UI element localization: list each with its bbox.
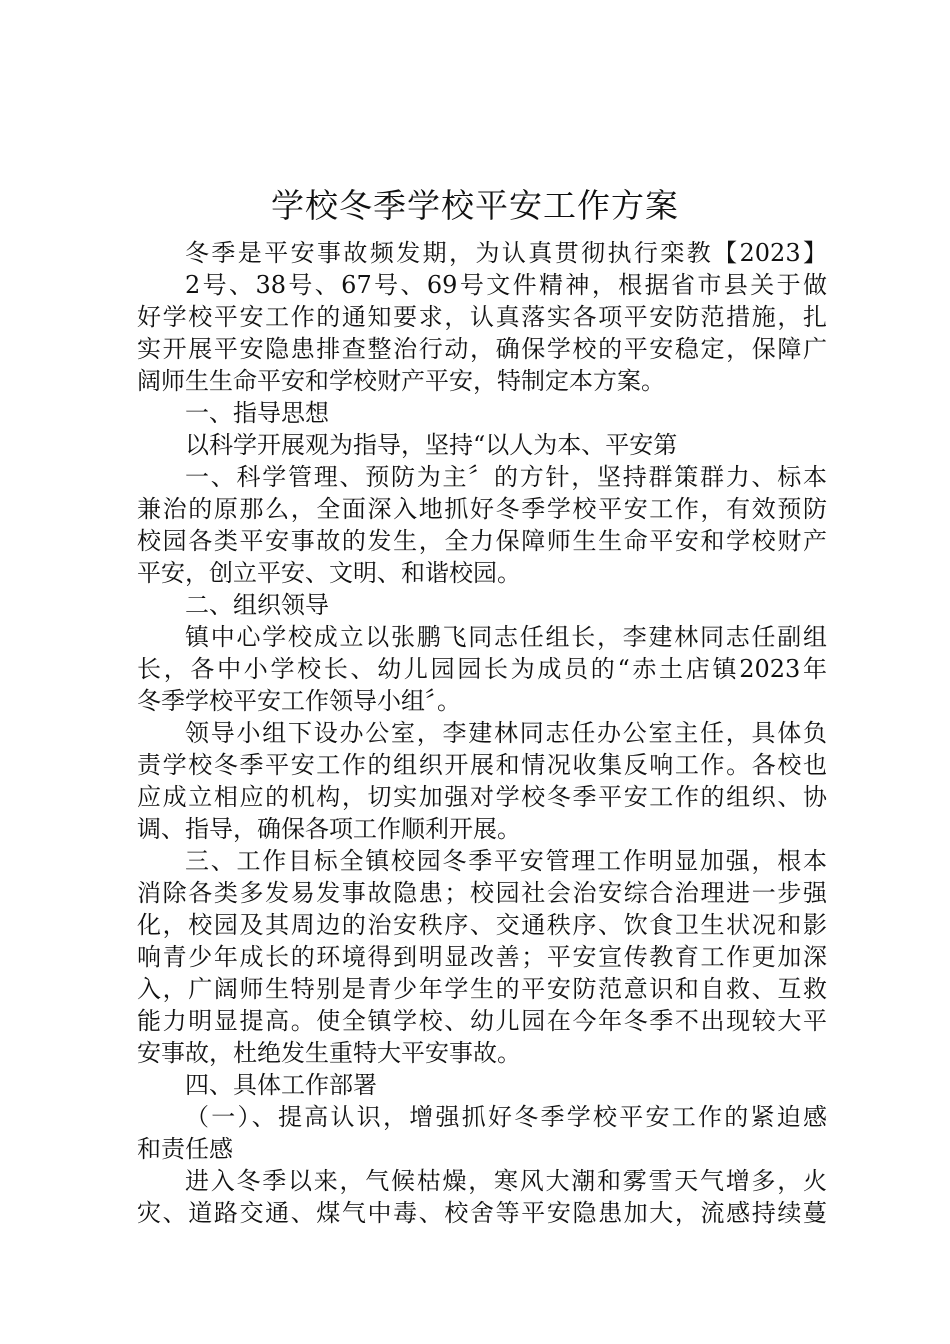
text-line: 调、指导，确保各项工作顺利开展。 bbox=[137, 815, 521, 843]
text-line: 阔师生生命平安和学校财产平安，特制定本方案。 bbox=[137, 367, 665, 395]
text-line: 响青少年成长的环境得到明显改善；平安宣传教育工作更加深 bbox=[137, 943, 827, 971]
text-line: 一、科学管理、预防为主〞的方针，坚持群策群力、标本 bbox=[185, 463, 827, 491]
text-line: 以科学开展观为指导，坚持“以人为本、平安第 bbox=[185, 431, 678, 459]
document-title: 学校冬季学校平安工作方案 bbox=[271, 186, 679, 225]
section-heading: 四、具体工作部署 bbox=[185, 1071, 377, 1099]
subsection-heading: 和责任感 bbox=[137, 1135, 233, 1163]
text-line: 冬季是平安事故频发期，为认真贯彻执行栾教【2023】 bbox=[185, 239, 827, 267]
text-line: 冬季学校平安工作领导小组〞。 bbox=[137, 687, 461, 715]
text-line: 兼治的原那么，全面深入地抓好冬季学校平安工作，有效预防 bbox=[137, 495, 827, 523]
text-line: 长，各中小学校长、幼儿园园长为成员的“赤土店镇2023年 bbox=[137, 655, 827, 683]
text-line: 好学校平安工作的通知要求，认真落实各项平安防范措施，扎 bbox=[137, 303, 827, 331]
text-line: 校园各类平安事故的发生，全力保障师生生命平安和学校财产 bbox=[137, 527, 827, 555]
text-line: 入，广阔师生特别是青少年学生的平安防范意识和自救、互救 bbox=[137, 975, 827, 1003]
text-line: 应成立相应的机构，切实加强对学校冬季平安工作的组织、协 bbox=[137, 783, 827, 811]
section-heading: 一、指导思想 bbox=[185, 399, 329, 427]
text-line: 灾、道路交通、煤气中毒、校舍等平安隐患加大，流感持续蔓 bbox=[137, 1199, 827, 1227]
text-line: 2号、38号、67号、69号文件精神，根据省市县关于做 bbox=[185, 271, 827, 299]
text-line: 消除各类多发易发事故隐患；校园社会治安综合治理进一步强 bbox=[137, 879, 827, 907]
text-line: 三、工作目标全镇校园冬季平安管理工作明显加强，根本 bbox=[185, 847, 827, 875]
text-line: 化，校园及其周边的治安秩序、交通秩序、饮食卫生状况和影 bbox=[137, 911, 827, 939]
section-heading: 二、组织领导 bbox=[185, 591, 329, 619]
text-line: 领导小组下设办公室，李建林同志任办公室主任，具体负 bbox=[185, 719, 827, 747]
text-line: 责学校冬季平安工作的组织开展和情况收集反响工作。各校也 bbox=[137, 751, 827, 779]
text-line: 进入冬季以来，气候枯燥，寒风大潮和雾雪天气增多，火 bbox=[185, 1167, 827, 1195]
text-line: 安事故，杜绝发生重特大平安事故。 bbox=[137, 1039, 521, 1067]
text-line: 镇中心学校成立以张鹏飞同志任组长，李建林同志任副组 bbox=[185, 623, 827, 651]
subsection-heading: （一）、提高认识，增强抓好冬季学校平安工作的紧迫感 bbox=[185, 1103, 827, 1131]
text-line: 平安，创立平安、文明、和谐校园。 bbox=[137, 559, 521, 587]
text-line: 实开展平安隐患排查整治行动，确保学校的平安稳定，保障广 bbox=[137, 335, 827, 363]
text-line: 能力明显提高。使全镇学校、幼儿园在今年冬季不出现较大平 bbox=[137, 1007, 827, 1035]
